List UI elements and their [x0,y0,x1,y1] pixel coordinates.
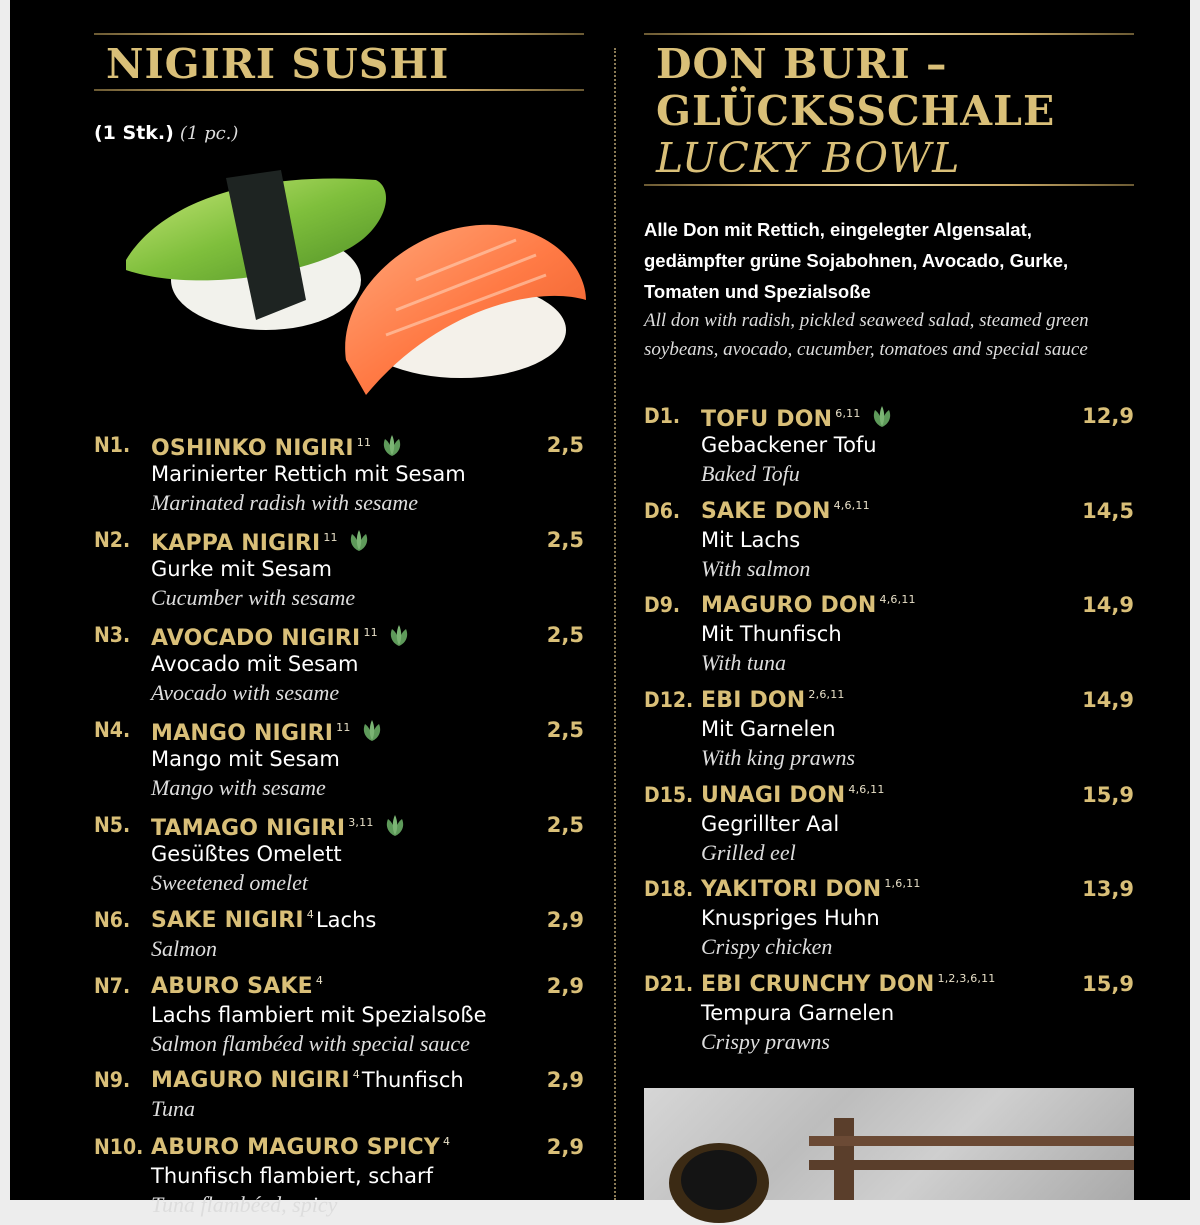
item-code: D1. [644,404,681,428]
title-rule-bottom [94,89,584,91]
item-title: ABURO MAGURO SPICY [151,1135,440,1160]
item-title: MANGO NIGIRI [151,721,334,746]
item-description-de: Knuspriges Huhn [701,906,880,930]
allergen-codes: 11 [336,721,351,734]
menu-page [10,0,1190,1217]
item-title: SAKE NIGIRI [151,908,304,933]
item-name [151,718,385,746]
allergen-codes: 4,6,11 [833,499,870,512]
item-price: 2,9 [546,974,584,998]
menu-item [94,974,584,1064]
item-name [701,593,916,618]
item-code: N6. [94,908,131,932]
nigiri-photo [116,160,596,400]
item-description-en: With king prawns [701,745,856,770]
item-name [701,404,895,432]
item-title: SAKE DON [701,499,831,524]
allergen-codes: 4 [306,908,314,921]
chopsticks-illustration [644,1088,1134,1200]
item-description-en: With tuna [701,650,786,675]
menu-item [644,688,1134,778]
chopsticks-photo [644,1088,1134,1200]
item-name [151,974,323,999]
item-description-de: Gegrillter Aal [701,812,840,836]
item-name [151,1135,450,1160]
item-title: ABURO SAKE [151,974,313,999]
section-title-line1: DON BURI – [656,40,948,88]
item-price: 2,9 [546,908,584,932]
item-name [151,1068,464,1093]
item-description-en: Salmon flambéed with special sauce [151,1031,470,1056]
item-description-de: Gesüßtes Omelett [151,842,342,866]
intro-english: All don with radish, pickled seaweed salad, steamed green soybeans, avocado, cucumber, tomatoes and special sauce [644,310,1089,360]
vegetarian-leaf-icon [386,623,412,649]
item-price: 15,9 [1082,783,1134,807]
title-rule-top [644,33,1134,35]
item-name [701,499,870,524]
item-price: 14,5 [1082,499,1134,523]
allergen-codes: 4,6,11 [879,593,916,606]
item-title: MAGURO DON [701,593,877,618]
item-description-de: Tempura Garnelen [701,1001,895,1025]
menu-item [94,623,584,713]
item-description-en: With salmon [701,556,811,581]
item-code: N1. [94,433,131,457]
item-description-de: Lachs [315,908,377,932]
item-description-en: Crispy prawns [701,1029,830,1054]
item-description-de: Thunfisch flambiert, scharf [151,1164,434,1188]
menu-item [94,1135,584,1225]
allergen-codes: 6,11 [835,407,861,420]
menu-item [94,528,584,618]
vegetarian-leaf-icon [869,404,895,430]
allergen-codes: 11 [323,531,338,544]
item-title: TAMAGO NIGIRI [151,816,346,841]
item-name [701,783,885,808]
item-description-en: Cucumber with sesame [151,585,356,610]
item-code: N7. [94,974,131,998]
item-code: D12. [644,688,694,712]
don-buri-section [644,0,1134,1200]
allergen-codes: 1,6,11 [884,877,921,890]
item-description-en: Crispy chicken [701,934,833,959]
item-description-en: Sweetened omelet [151,870,308,895]
item-code: N4. [94,718,131,742]
vegetarian-leaf-icon [346,528,372,554]
nigiri-section [94,0,584,1217]
item-description-de: Mango mit Sesam [151,747,340,771]
item-description-en: Marinated radish with sesame [151,490,419,515]
item-title: AVOCADO NIGIRI [151,626,361,651]
allergen-codes: 3,11 [348,816,374,829]
title-rule-top [94,33,584,35]
item-code: N2. [94,528,131,552]
item-code: N10. [94,1135,144,1159]
menu-item [94,813,584,903]
item-name [151,528,372,556]
item-price: 12,9 [1082,404,1134,428]
title-rule-bottom [644,184,1134,186]
item-code: N3. [94,623,131,647]
allergen-codes: 4 [352,1068,360,1081]
item-name [151,623,412,651]
item-description-en: Salmon [151,936,217,961]
item-title: EBI DON [701,688,806,713]
item-description-de: Lachs flambiert mit Spezialsoße [151,1003,487,1027]
item-name [701,972,996,997]
item-description-en: Avocado with sesame [151,680,340,705]
vegetarian-leaf-icon [359,718,385,744]
item-description-en: Mango with sesame [151,775,326,800]
item-name [151,908,376,933]
item-price: 15,9 [1082,972,1134,996]
item-price: 2,5 [546,433,584,457]
item-code: D18. [644,877,694,901]
portion-de: (1 Stk.) [94,122,174,144]
item-title: TOFU DON [701,407,833,432]
item-title: KAPPA NIGIRI [151,531,321,556]
allergen-codes: 2,6,11 [808,688,845,701]
item-name [151,433,405,461]
vegetarian-leaf-icon [379,433,405,459]
section-subtitle: LUCKY BOWL [656,134,961,182]
item-code: D15. [644,783,694,807]
item-name [701,877,921,902]
allergen-codes: 1,2,3,6,11 [937,972,996,985]
allergen-codes: 11 [363,626,378,639]
item-price: 2,9 [546,1135,584,1159]
item-price: 2,5 [546,813,584,837]
menu-item [644,404,1134,494]
item-code: N9. [94,1068,131,1092]
item-title: UNAGI DON [701,783,846,808]
item-description-de: Mit Garnelen [701,717,836,741]
item-title: MAGURO NIGIRI [151,1068,350,1093]
menu-item [644,783,1134,873]
menu-item [94,433,584,523]
item-price: 2,5 [546,623,584,647]
allergen-codes: 4,6,11 [848,783,885,796]
menu-item [94,718,584,808]
allergen-codes: 11 [356,436,372,449]
item-title: EBI CRUNCHY DON [701,972,935,997]
section-title: NIGIRI SUSHI [106,40,450,88]
intro-german: Alle Don mit Rettich, eingelegter Algensalat, gedämpfter grüne Sojabohnen, Avocado, Gurke, Tomaten und Spezialsoße [644,219,1069,302]
vegetarian-leaf-icon [382,813,408,839]
item-description-en: Baked Tofu [701,461,800,486]
menu-item [644,972,1134,1062]
item-price: 2,5 [546,718,584,742]
allergen-codes: 4 [315,974,324,987]
menu-item [644,499,1134,589]
item-description-de: Marinierter Rettich mit Sesam [151,462,466,486]
item-code: D6. [644,499,681,523]
item-description-de: Mit Lachs [701,528,801,552]
item-name [701,688,845,713]
menu-item [644,877,1134,967]
item-name [151,813,408,841]
item-title: OSHINKO NIGIRI [151,436,354,461]
column-divider [614,48,616,1200]
item-description-en: Tuna [151,1096,196,1121]
item-price: 14,9 [1082,593,1134,617]
item-title: YAKITORI DON [701,877,882,902]
item-price: 2,5 [546,528,584,552]
item-description-de: Thunfisch [361,1068,464,1092]
item-code: D21. [644,972,694,996]
item-description-de: Gurke mit Sesam [151,557,332,581]
allergen-codes: 4 [442,1135,451,1148]
item-description-en: Tuna flambéed, spicy [151,1192,338,1217]
menu-item [644,593,1134,683]
item-description-de: Gebackener Tofu [701,433,877,457]
section-title-line2: GLÜCKSSCHALE [656,87,1056,135]
portion-note [94,122,238,144]
item-price: 14,9 [1082,688,1134,712]
item-description-de: Avocado mit Sesam [151,652,359,676]
portion-en: (1 pc.) [179,123,239,144]
item-description-de: Mit Thunfisch [701,622,842,646]
item-code: D9. [644,593,681,617]
item-code: N5. [94,813,131,837]
item-description-en: Grilled eel [701,840,796,865]
item-price: 13,9 [1082,877,1134,901]
item-price: 2,9 [546,1068,584,1092]
